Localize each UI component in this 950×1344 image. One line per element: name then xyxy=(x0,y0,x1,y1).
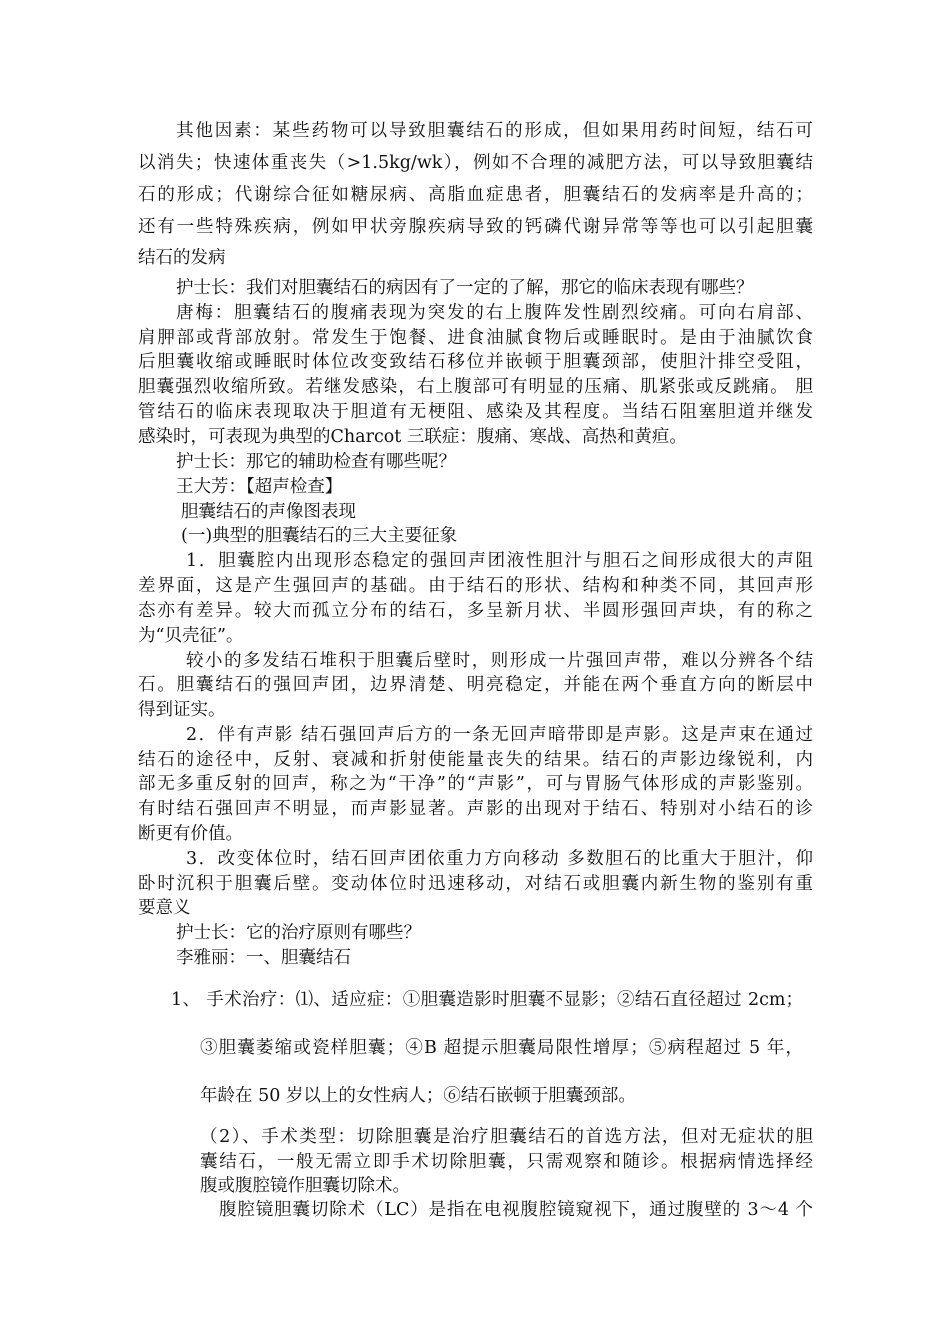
text-line: （2）、手术类型：切除胆囊是治疗胆囊结石的首选方法，但对无症状的胆 xyxy=(200,1127,813,1147)
text-line: 唐梅：胆囊结石的腹痛表现为突发的右上腹阵发性剧烈绞痛。可向右肩部、 xyxy=(176,303,813,323)
text-line: 1、 手术治疗：⑴、适应症：①胆囊造影时胆囊不显影；②结石直径超过 2cm； xyxy=(171,990,803,1010)
text-line: 为“贝壳征”。 xyxy=(138,626,244,646)
text-line: 3．改变体位时，结石回声团依重力方向移动 多数胆石的比重大于胆汁，仰 xyxy=(186,849,813,869)
text-line: 肩胛部或背部放射。常发生于饱餐、进食油腻食物后或睡眠时。是由于油腻饮食 xyxy=(138,328,813,348)
text-line: 结石的发病 xyxy=(138,248,226,268)
text-line: 护士长：那它的辅助检查有哪些呢？ xyxy=(176,452,456,472)
text-line: 石的形成；代谢综合征如糖尿病、高脂血症患者，胆囊结石的发病率是升高的； xyxy=(138,185,813,205)
text-line: 还有一些特殊疾病，例如甲状旁腺疾病导致的钙磷代谢异常等等也可以引起胆囊 xyxy=(138,217,813,237)
text-line: 石。胆囊结石的强回声团，边界清楚、明亮稳定，并能在两个垂直方向的断层中 xyxy=(138,675,813,695)
text-line: 断更有价值。 xyxy=(138,824,243,844)
text-line: 要意义 xyxy=(138,898,191,918)
text-line: 护士长：我们对胆囊结石的病因有了一定的了解，那它的临床表现有哪些？ xyxy=(176,278,754,298)
text-line: 较小的多发结石堆积于胆囊后壁时，则形成一片强回声带，难以分辨各个结 xyxy=(186,651,813,671)
text-line: 护士长：它的治疗原则有哪些？ xyxy=(176,923,421,943)
text-line: 年龄在 50 岁以上的女性病人；⑥结石嵌顿于胆囊颈部。 xyxy=(200,1086,636,1106)
text-line: 囊结石，一般无需立即手术切除胆囊，只需观察和随诊。根据病情选择经 xyxy=(200,1152,813,1172)
text-line: 李雅丽：一、胆囊结石 xyxy=(176,948,351,968)
text-line: 胆囊结石的声像图表现 xyxy=(181,502,356,522)
text-line: 态亦有差异。较大而孤立分布的结石，多呈新月状、半圆形强回声块，有的称之 xyxy=(138,601,813,621)
text-line: 差界面，这是产生强回声的基础。由于结石的形状、结构和种类不同，其回声形 xyxy=(138,576,813,596)
text-line: 后胆囊收缩或睡眠时体位改变致结石移位并嵌顿于胆囊颈部，使胆汁排空受阻， xyxy=(138,352,813,372)
text-line: (一)典型的胆囊结石的三大主要征象 xyxy=(181,526,458,546)
text-line: 得到证实。 xyxy=(138,700,226,720)
text-line: 管结石的临床表现取决于胆道有无梗阻、感染及其程度。当结石阻塞胆道并继发 xyxy=(138,402,813,422)
text-line: 有时结石强回声不明显，而声影显著。声影的出现对于结石、特别对小结石的诊 xyxy=(138,799,813,819)
text-line: 其他因素：某些药物可以导致胆囊结石的形成，但如果用药时间短，结石可 xyxy=(176,121,813,141)
text-line: 腹或腹腔镜作胆囊切除术。 xyxy=(200,1176,410,1196)
text-line: 2．伴有声影 结石强回声后方的一条无回声暗带即是声影。这是声束在通过 xyxy=(186,725,813,745)
text-line: 腹腔镜胆囊切除术（LC）是指在电视腹腔镜窥视下，通过腹壁的 3～4 个 xyxy=(219,1200,813,1220)
text-line: 部无多重反射的回声，称之为“干净”的“声影”，可与胃肠气体形成的声影鉴别。 xyxy=(138,774,813,794)
text-line: 胆囊强烈收缩所致。若继发感染，右上腹部可有明显的压痛、肌紧张或反跳痛。 胆 xyxy=(138,377,813,397)
text-line: 王大芳：【超声检查】 xyxy=(176,477,343,497)
text-line: 卧时沉积于胆囊后壁。变动体位时迅速移动，对结石或胆囊内新生物的鉴别有重 xyxy=(138,874,813,894)
text-line: 以消失；快速体重丧失（>1.5kg/wk），例如不合理的减肥方法，可以导致胆囊结 xyxy=(138,153,813,173)
text-line: 感染时，可表现为典型的Charcot 三联症：腹痛、寒战、高热和黄疸。 xyxy=(138,427,687,447)
text-line: 结石的途径中，反射、衰减和折射使能量丧失的结果。结石的声影边缘锐利，内 xyxy=(138,750,813,770)
text-line: 1．胆囊腔内出现形态稳定的强回声团液性胆汁与胆石之间形成很大的声阻 xyxy=(186,551,813,571)
text-line: ③胆囊萎缩或瓷样胆囊；④B 超提示胆囊局限性增厚；⑤病程超过 5 年， xyxy=(200,1038,803,1058)
